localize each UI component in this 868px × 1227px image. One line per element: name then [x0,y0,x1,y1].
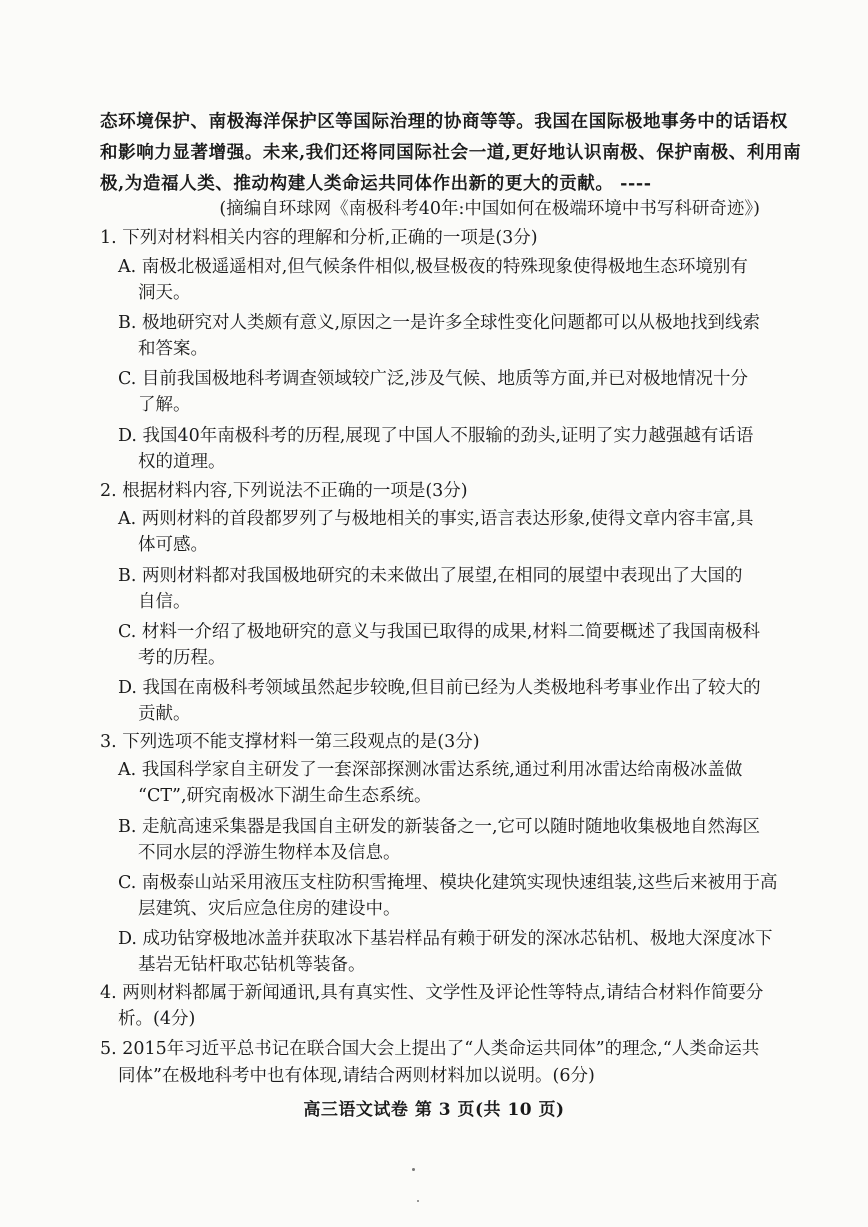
question-2-option-d: D. 我国在南极科考领域虽然起步较晚,但目前已经为人类极地科考事业作出了较大的 [118,678,761,698]
question-2-option-c-cont: 考的历程。 [138,648,226,668]
question-2-option-a-cont: 体可感。 [138,535,208,555]
question-1-option-b-cont: 和答案。 [138,339,208,359]
question-3-stem: 3. 下列选项不能支撑材料一第三段观点的是(3分) [100,732,480,752]
question-1-option-d: D. 我国40年南极科考的历程,展现了中国人不服输的劲头,证明了实力越强越有话语 [118,426,754,446]
scan-speck [417,1200,419,1202]
question-3-option-b-cont: 不同水层的浮游生物样本及信息。 [138,843,401,863]
question-3-option-d: D. 成功钻穿极地冰盖并获取冰下基岩样品有赖于研发的深冰芯钻机、极地大深度冰下 [118,929,773,949]
question-3-option-b: B. 走航高速采集器是我国自主研发的新装备之一,它可以随时随地收集极地自然海区 [118,817,761,837]
question-4-stem: 4. 两则材料都属于新闻通讯,具有真实性、文学性及评论性等特点,请结合材料作简要分 [100,983,764,1003]
question-3-option-c-cont: 层建筑、灾后应急住房的建设中。 [138,899,401,919]
question-5-stem-cont: 同体”在极地科考中也有体现,请结合两则材料加以说明。(6分) [118,1066,595,1086]
question-1-option-c: C. 目前我国极地科考调查领域较广泛,涉及气候、地质等方面,并已对极地情况十分 [118,369,749,389]
question-1-stem: 1. 下列对材料相关内容的理解和分析,正确的一项是(3分) [100,228,538,248]
question-1-option-c-cont: 了解。 [138,395,191,415]
question-2-option-b-cont: 自信。 [138,592,191,612]
question-1-option-b: B. 极地研究对人类颇有意义,原因之一是许多全球性变化问题都可以从极地找到线索 [118,313,761,333]
question-5-stem: 5. 2015年习近平总书记在联合国大会上提出了“人类命运共同体”的理念,“人类命运共 [100,1039,760,1059]
passage-source: (摘编自环球网《南极科考40年:中国如何在极端环境中书写科研奇迹》) [219,199,760,219]
passage-line: 和影响力显著增强。未来,我们还将同国际社会一道,更好地认识南极、保护南极、利用南 [100,143,802,163]
question-1-option-a: A. 南极北极遥遥相对,但气候条件相似,极昼极夜的特殊现象使得极地生态环境别有 [118,257,748,277]
passage-line: 态环境保护、南极海洋保护区等国际治理的协商等等。我国在国际极地事务中的话语权 [100,112,788,132]
question-2-option-c: C. 材料一介绍了极地研究的意义与我国已取得的成果,材料二简要概述了我国南极科 [118,622,760,642]
question-2-option-b: B. 两则材料都对我国极地研究的未来做出了展望,在相同的展望中表现出了大国的 [118,566,743,586]
question-2-stem: 2. 根据材料内容,下列说法不正确的一项是(3分) [100,481,468,501]
question-3-option-a: A. 我国科学家自主研发了一套深部探测冰雷达系统,通过利用冰雷达给南极冰盖做 [118,760,743,780]
scan-speck [412,1168,415,1171]
question-4-stem-cont: 析。(4分) [118,1009,196,1029]
question-3-option-a-cont: “CT”,研究南极冰下湖生命生态系统。 [138,786,432,806]
page-footer: 高三语文试卷 第 3 页(共 10 页) [303,1100,565,1120]
question-2-option-a: A. 两则材料的首段都罗列了与极地相关的事实,语言表达形象,使得文章内容丰富,具 [118,509,754,529]
question-3-option-c: C. 南极泰山站采用液压支柱防积雪掩埋、模块化建筑实现快速组装,这些后来被用于高 [118,873,778,893]
question-3-option-d-cont: 基岩无钻杆取芯钻机等装备。 [138,955,366,975]
passage-line: 极,为造福人类、推动构建人类命运共同体作出新的更大的贡献。 ---- [100,174,652,194]
question-1-option-d-cont: 权的道理。 [138,452,226,472]
question-2-option-d-cont: 贡献。 [138,704,191,724]
question-1-option-a-cont: 洞天。 [138,283,191,303]
